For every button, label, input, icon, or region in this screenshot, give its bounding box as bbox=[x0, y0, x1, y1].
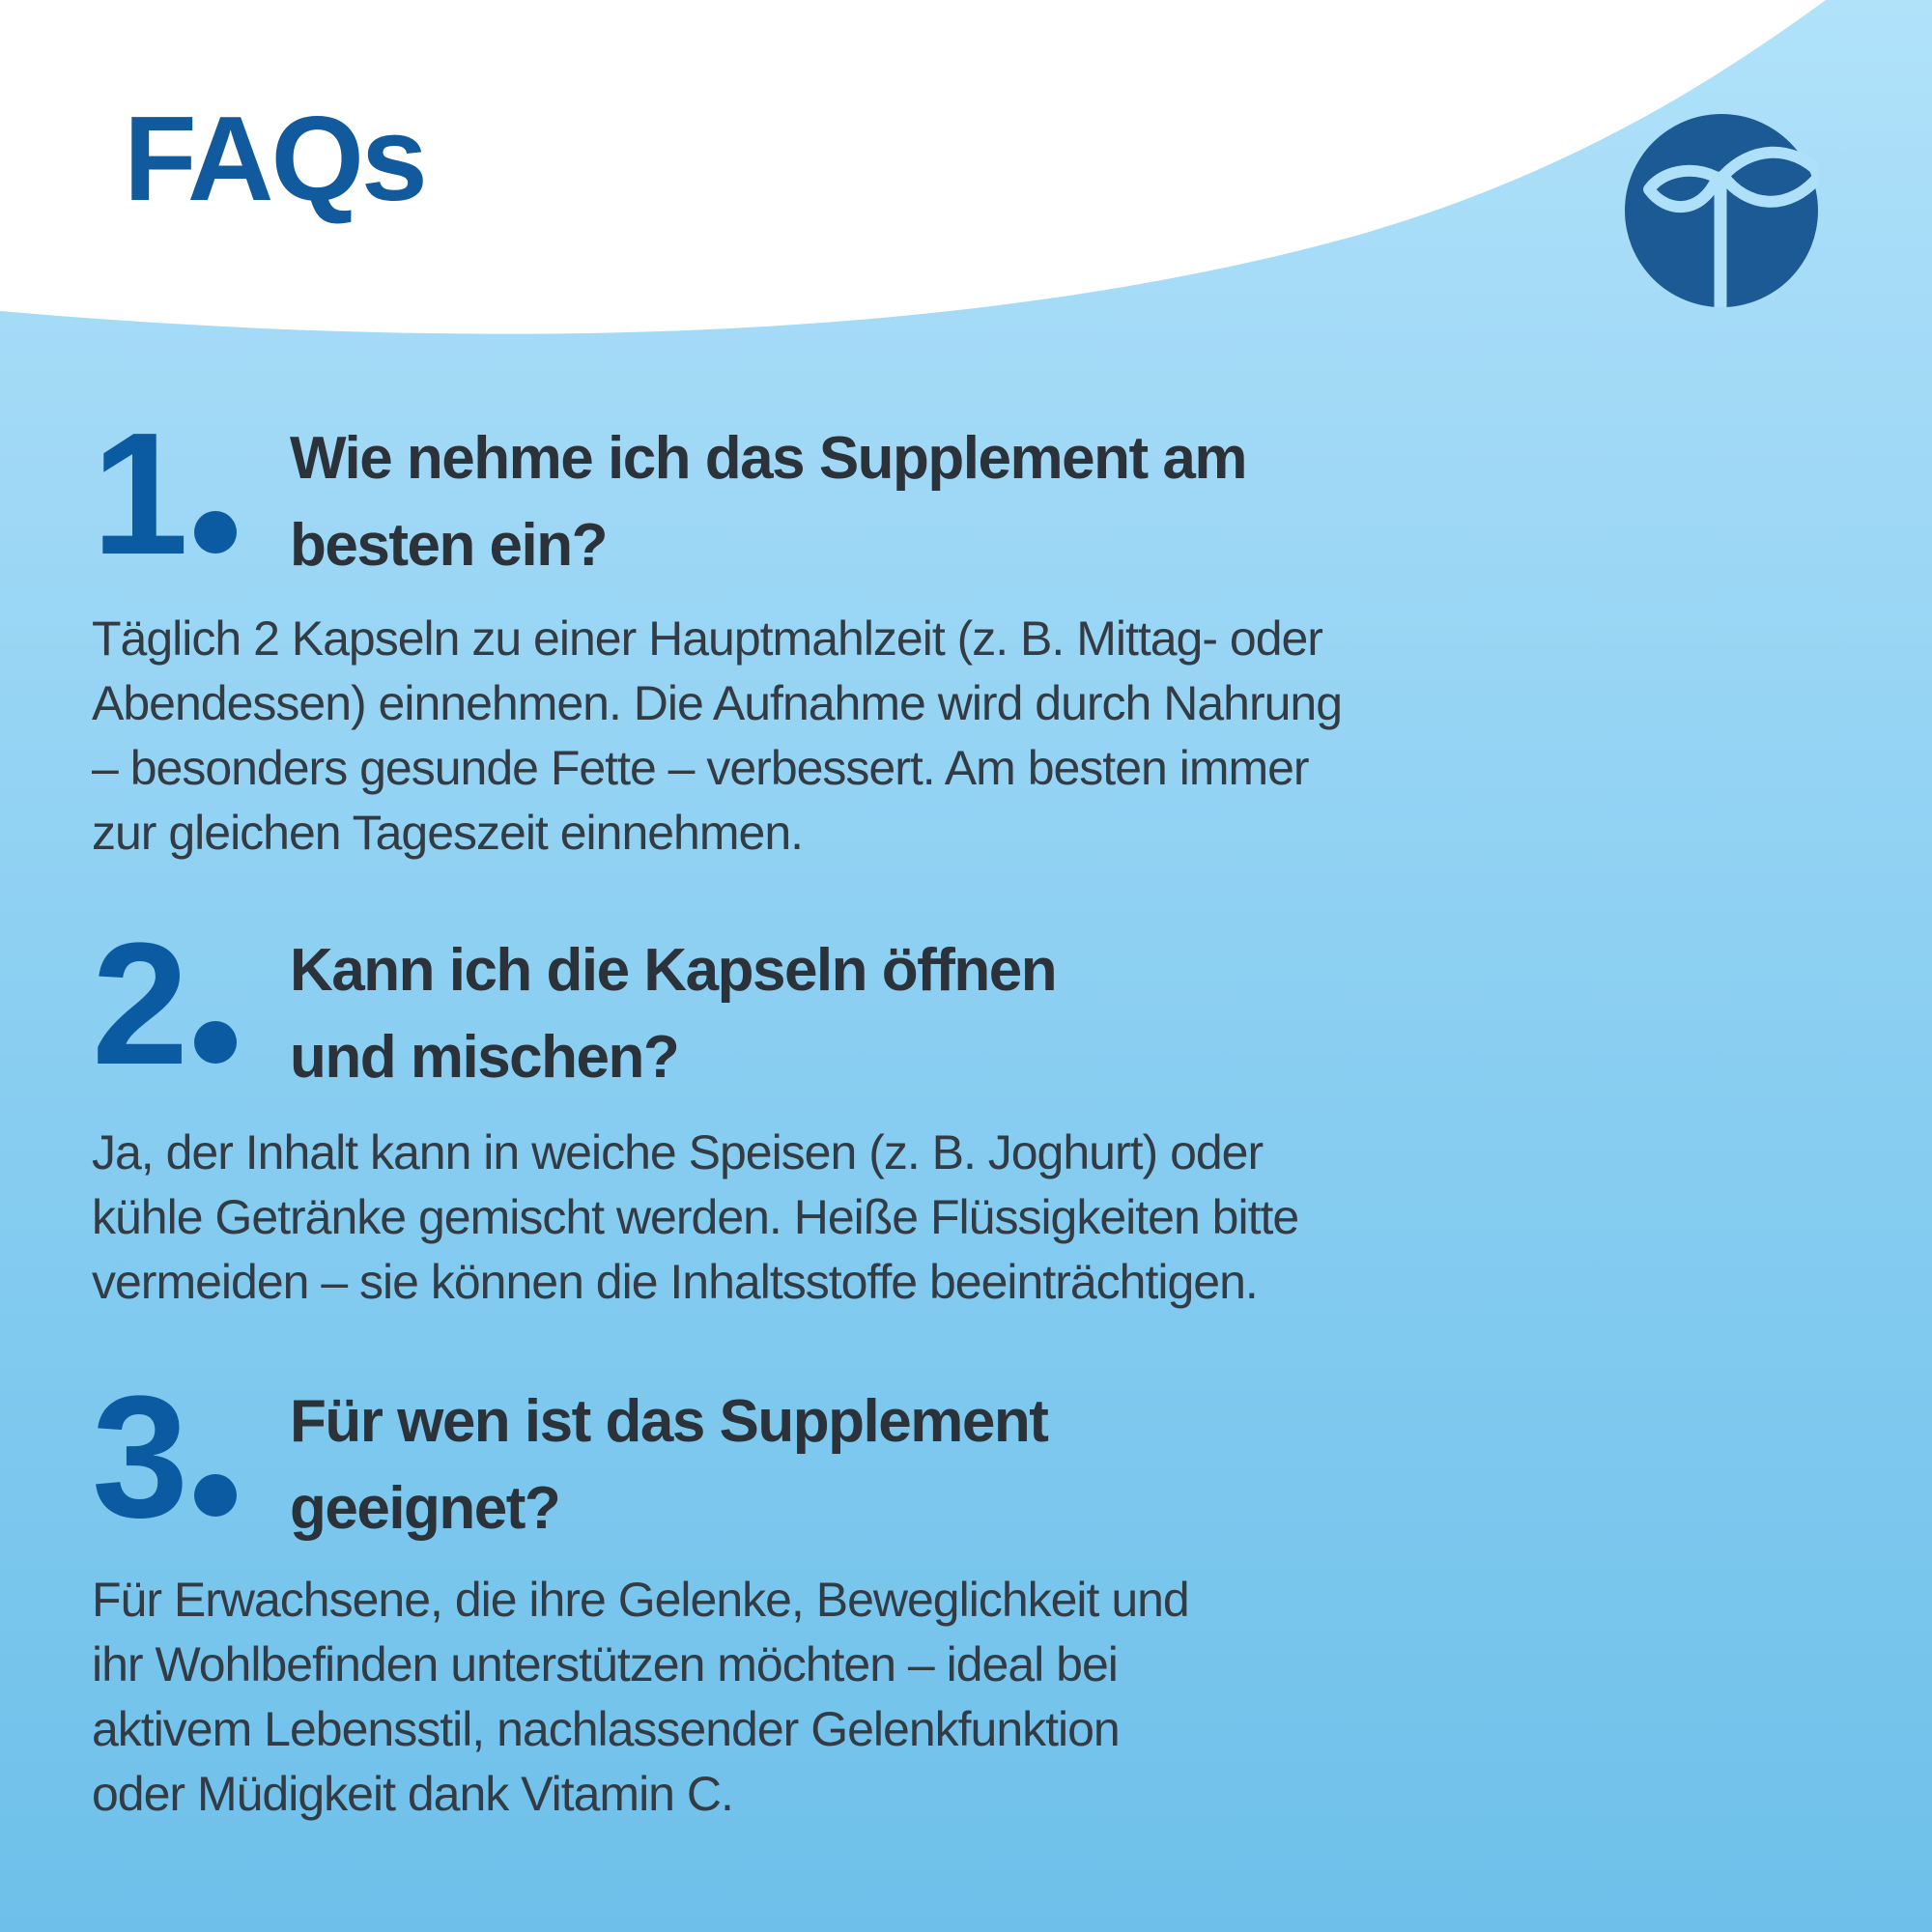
faq-3-number: 3 bbox=[92, 1376, 237, 1540]
faq-1-answer: Täglich 2 Kapseln zu einer Hauptmahlzeit (z. B. Mittag- oder Abendessen) einnehmen. Die Aufnahme wird durch Nahrung – besonders gesunde Fette – verbessert. Am besten immer zur gleichen Tageszeit einnehmen. bbox=[92, 611, 1343, 860]
faq-3-question: Für wen ist das Supplement geeignet? bbox=[290, 1388, 1048, 1542]
faq-2-answer: Ja, der Inhalt kann in weiche Speisen (z. B. Joghurt) oder kühle Getränke gemischt werden. Heiße Flüssigkeiten bitte vermeiden – sie können die Inhaltsstoffe beeinträchtigen. bbox=[92, 1125, 1299, 1309]
sprout-icon bbox=[1625, 114, 1818, 307]
faq-1-question: Wie nehme ich das Supplement am besten ein? bbox=[290, 425, 1246, 579]
faq-1-number: 1 bbox=[92, 412, 237, 577]
faq-2-question: Kann ich die Kapseln öffnen und mischen? bbox=[290, 937, 1057, 1091]
faq-3-answer: Für Erwachsene, die ihre Gelenke, Beweglichkeit und ihr Wohlbefinden unterstützen möchten – ideal bei aktivem Lebensstil, nachlassender Gelenkfunktion oder Müdigkeit dank Vitamin C. bbox=[92, 1573, 1189, 1821]
number-dot bbox=[194, 511, 237, 554]
logo-badge bbox=[1625, 114, 1818, 307]
number-dot bbox=[194, 1021, 237, 1064]
page-title: FAQs bbox=[124, 93, 425, 226]
faq-2-number: 2 bbox=[92, 923, 237, 1087]
number-dot bbox=[194, 1474, 237, 1517]
